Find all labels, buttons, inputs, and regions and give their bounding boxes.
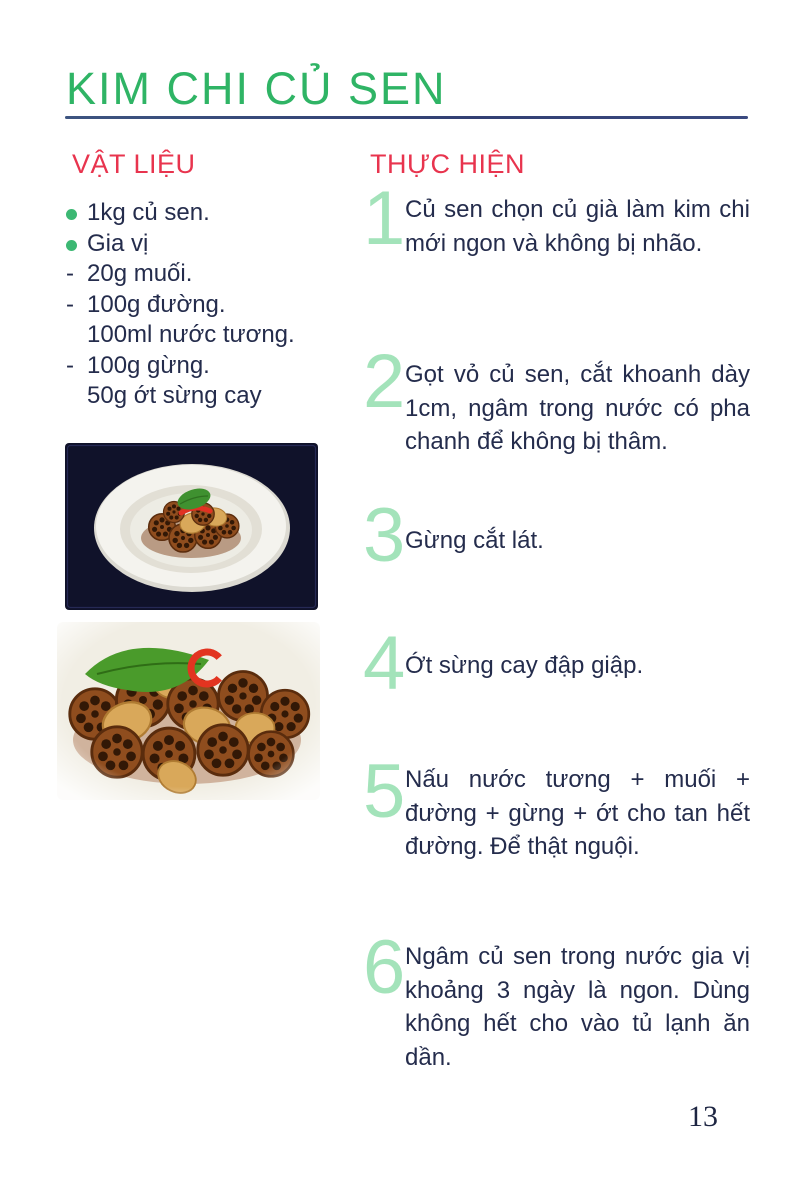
step-text: Gọt vỏ củ sen, cắt khoanh dày 1cm, ngâm trong nước có pha chanh để không bị thâm. (405, 361, 750, 455)
ingredient-item (66, 320, 346, 351)
closeup-dish-illustration (57, 622, 320, 800)
step-text: Nấu nước tương + muối + đường + gừng + ớt cho tan hết đường. Để thật nguội. (405, 766, 750, 860)
step-text: Ngâm củ sen trong nước gia vị khoảng 3 ngày là ngon. Dùng không hết cho vào tủ lạnh ăn dần. (405, 943, 750, 1071)
page-title: KIM CHI CỦ SEN (66, 63, 447, 114)
dish-photo-plated (65, 443, 318, 610)
ingredient-text: 100ml nước tương. (87, 321, 295, 348)
step-text: Gừng cắt lát. (405, 527, 544, 554)
ingredient-text: Gia vị (87, 229, 149, 257)
ingredient-item (66, 259, 346, 290)
ingredient-item (66, 290, 346, 321)
ingredient-text: 1kg củ sen. (87, 199, 210, 226)
ingredient-item (66, 351, 346, 382)
ingredients-heading: VẬT LIỆU (72, 149, 196, 179)
plated-dish-illustration (65, 443, 318, 610)
step-number: 6 (363, 925, 406, 1010)
dish-photo-closeup (57, 622, 320, 800)
step-text: Ớt sừng cay đập giập. (405, 652, 644, 679)
dash-marker: - (66, 351, 74, 379)
step-number: 5 (363, 749, 406, 834)
page-number: 13 (688, 1100, 718, 1133)
ingredient-text: 100g gừng. (87, 351, 210, 379)
steps-heading: THỰC HIỆN (370, 149, 526, 179)
ingredient-text: 50g ớt sừng cay (87, 382, 262, 409)
ingredient-item (66, 381, 346, 412)
ingredient-text: 100g đường. (87, 290, 226, 318)
title-rule (65, 116, 748, 119)
ingredient-item (66, 198, 346, 229)
ingredients-list (66, 198, 346, 412)
step-number: 2 (363, 339, 406, 424)
step-number: 4 (363, 621, 406, 706)
step-text: Củ sen chọn củ già làm kim chi mới ngon và không bị nhão. (405, 196, 750, 257)
step-number: 3 (363, 493, 406, 578)
bullet-dot-icon (66, 209, 77, 220)
step-number: 1 (363, 176, 406, 261)
dash-marker: - (66, 290, 74, 318)
ingredient-text: 20g muối. (87, 260, 193, 287)
ingredient-item (66, 229, 346, 260)
bullet-dot-icon (66, 240, 77, 251)
dash-marker: - (66, 260, 74, 287)
